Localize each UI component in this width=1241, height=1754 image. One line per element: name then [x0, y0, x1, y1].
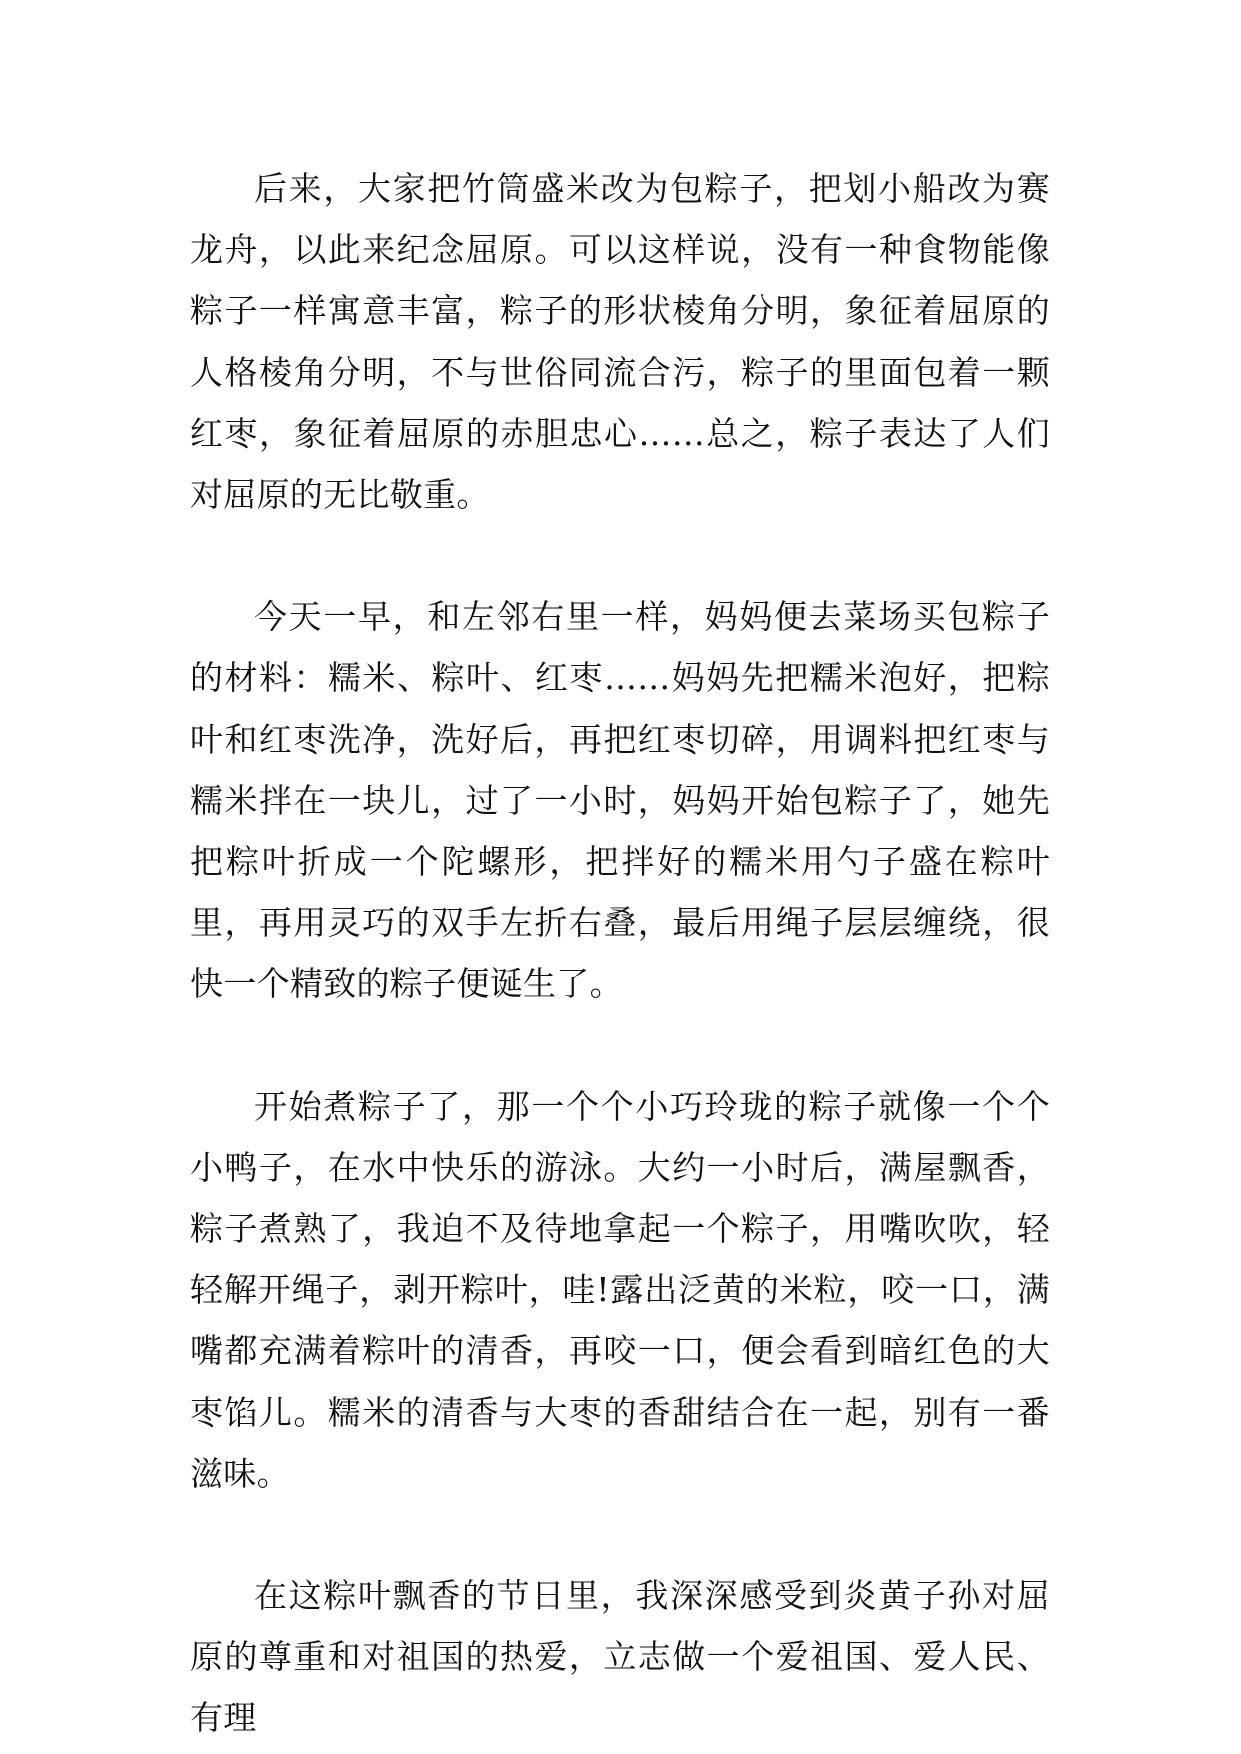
document-body	[190, 158, 1050, 1749]
paragraph-4: 在这粽叶飘香的节日里，我深深感受到炎黄子孙对屈原的尊重和对祖国的热爱，立志做一个爱祖国、爱人民、有理	[190, 1576, 1050, 1738]
paragraph-1: 后来，大家把竹筒盛米改为包粽子，把划小船改为赛龙舟，以此来纪念屈原。可以这样说，没有一种食物能像粽子一样寓意丰富，粽子的形状棱角分明，象征着屈原的人格棱角分明，不与世俗同流合污，粽子的里面包着一颗红枣，象征着屈原的赤胆忠心……总之，粽子表达了人们对屈原的无比敬重。	[190, 169, 1050, 515]
paragraph-3: 开始煮粽子了，那一个个小巧玲珑的粽子就像一个个小鸭子，在水中快乐的游泳。大约一小时后，满屋飘香，粽子煮熟了，我迫不及待地拿起一个粽子，用嘴吹吹，轻轻解开绳子，剥开粽叶，哇!露出泛黄的米粒，咬一口，满嘴都充满着粽叶的清香，再咬一口，便会看到暗红色的大枣馅儿。糯米的清香与大枣的香甜结合在一起，别有一番滋味。	[190, 1086, 1050, 1493]
paragraph-2: 今天一早，和左邻右里一样，妈妈便去菜场买包粽子的材料：糯米、粽叶、红枣……妈妈先把糯米泡好，把粽叶和红枣洗净，洗好后，再把红枣切碎，用调料把红枣与糯米拌在一块儿，过了一小时，妈妈开始包粽子了，她先把粽叶折成一个陀螺形，把拌好的糯米用勺子盛在粽叶里，再用灵巧的双手左折右叠，最后用绳子层层缠绕，很快一个精致的粽子便诞生了。	[190, 597, 1050, 1004]
